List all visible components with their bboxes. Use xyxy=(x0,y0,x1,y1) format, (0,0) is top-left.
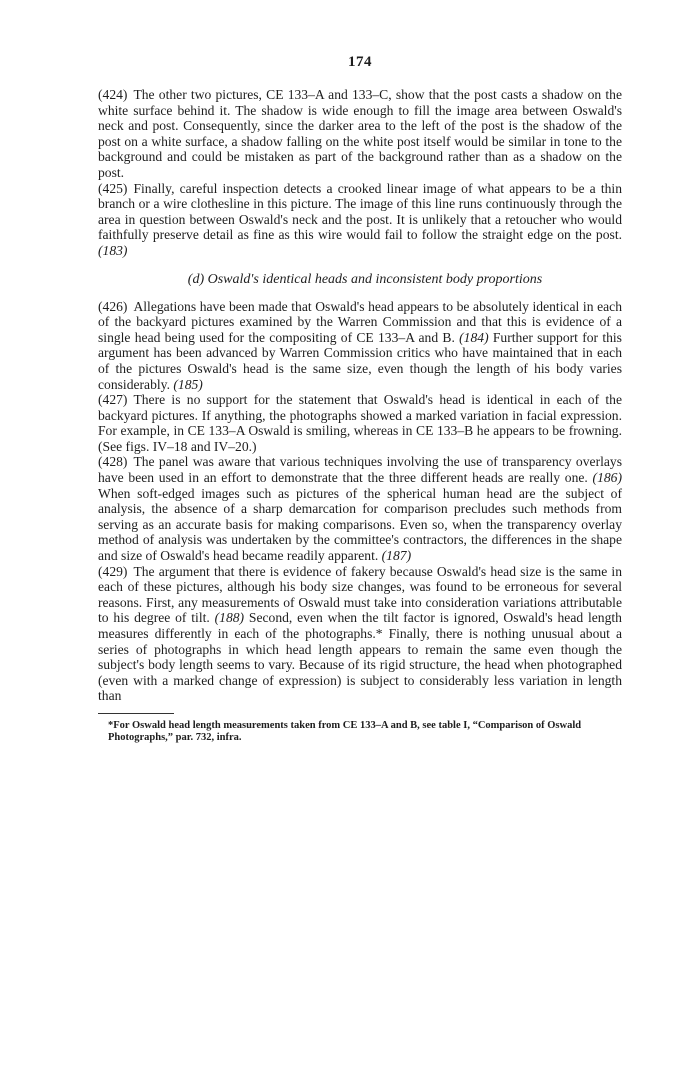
citation-ref: (184) xyxy=(459,329,489,345)
paragraph-text: The argument that there is evidence of fakery because Oswald's head size is the same in each of these pictures, although his body size changes, was found to be erroneous for several reasons. First, any measurements of Oswald must take into consideration variations attributable to his degree of tilt. xyxy=(98,563,622,626)
paragraph-424 xyxy=(98,87,622,181)
section-heading xyxy=(98,272,622,288)
paragraph-text: There is no support for the statement that Oswald's head is identical in each of the backyard pictures. If anything, the photographs showed a marked variation in facial expression. For example, in CE 133–A Oswald is smiling, whereas in CE 133–B he appears to be frowning. (See figs. IV–18 and IV–20.) xyxy=(98,392,622,454)
footnote: *For Oswald head length measurements taken from CE 133–A and B, see table I, “Comparison of Oswald Photographs,” par. 732, infra. xyxy=(108,719,582,744)
paragraph-428 xyxy=(98,454,622,563)
citation-ref: (183) xyxy=(98,242,128,258)
footnote-divider xyxy=(98,713,174,714)
paragraph-number: (429) xyxy=(98,563,128,579)
paragraph-text-continued: Second, even when the tilt factor is ignored, Oswald's head length measures differently in each of the photographs.* Finally, there is nothing unusual about a series of photographs in which head length appears to remain the same even though the subject's body length seems to vary. Because of its rigid structure, the head when photographed (even with a marked change of expression) is subject to considerably less variation in length than xyxy=(98,610,622,704)
paragraph-number: (427) xyxy=(98,392,128,408)
paragraph-text-continued: When soft-edged images such as pictures of the spherical human head are the subject of analysis, the absence of a sharp demarcation for comparison precludes such methods from serving as an accurate basis for making comparisons. Even so, when the transparency overlay method of analysis was undertaken by the committee's contractors, the differences in the shape and size of Oswald's head became readily apparent. xyxy=(98,485,622,564)
paragraph-427 xyxy=(98,392,622,454)
citation-ref: (188) xyxy=(214,610,245,626)
paragraph-text: The other two pictures, CE 133–A and 133–C, show that the post casts a shadow on the white surface behind it. The shadow is wide enough to fill the image area between Oswald's neck and post. Consequently, since the darker area to the left of the post is the shadow of the post on a white surface, a shadow falling on the white post itself would be similar in tone to the background and could be mistaken as part of the background rather than as a shadow on the post. xyxy=(98,87,622,180)
paragraph-number: (425) xyxy=(98,180,128,196)
paragraph-text-continued: Further support for this argument has been advanced by Warren Commission critics who have maintained that in each of the pictures Oswald's head is the same size, even though the length of his body varies considerably. xyxy=(98,329,622,392)
paragraph-426 xyxy=(98,299,622,393)
citation-ref: (185) xyxy=(173,376,203,392)
citation-ref: (187) xyxy=(381,548,412,564)
document-page xyxy=(98,54,622,745)
paragraph-429 xyxy=(98,564,622,704)
section-title: Oswald's identical heads and inconsistent body proportions xyxy=(207,271,543,287)
paragraph-number: (424) xyxy=(98,87,128,102)
section-letter: (d) xyxy=(187,271,205,287)
paragraph-text: Finally, careful inspection detects a crooked linear image of what appears to be a thin branch or a wire clothesline in this picture. The image of this line runs continuously through the area in question between Oswald's neck and the post. It is unlikely that a retoucher who would faithfully preserve detail as fine as this wire would fail to follow the straight edge on the post. xyxy=(98,180,622,243)
paragraph-number: (426) xyxy=(98,298,128,314)
paragraph-number: (428) xyxy=(98,454,128,470)
page-number: 174 xyxy=(348,54,372,70)
paragraph-425 xyxy=(98,181,622,259)
citation-ref: (186) xyxy=(592,470,622,486)
paragraph-text: The panel was aware that various techniques involving the use of transparency overlays have been used in an effort to demonstrate that the three different heads are really one. xyxy=(98,454,622,486)
paragraph-text: Allegations have been made that Oswald's head appears to be absolutely identical in each of the backyard pictures examined by the Warren Commission and that this is evidence of a single head being used for the compositing of CE 133–A and B. xyxy=(98,298,622,345)
